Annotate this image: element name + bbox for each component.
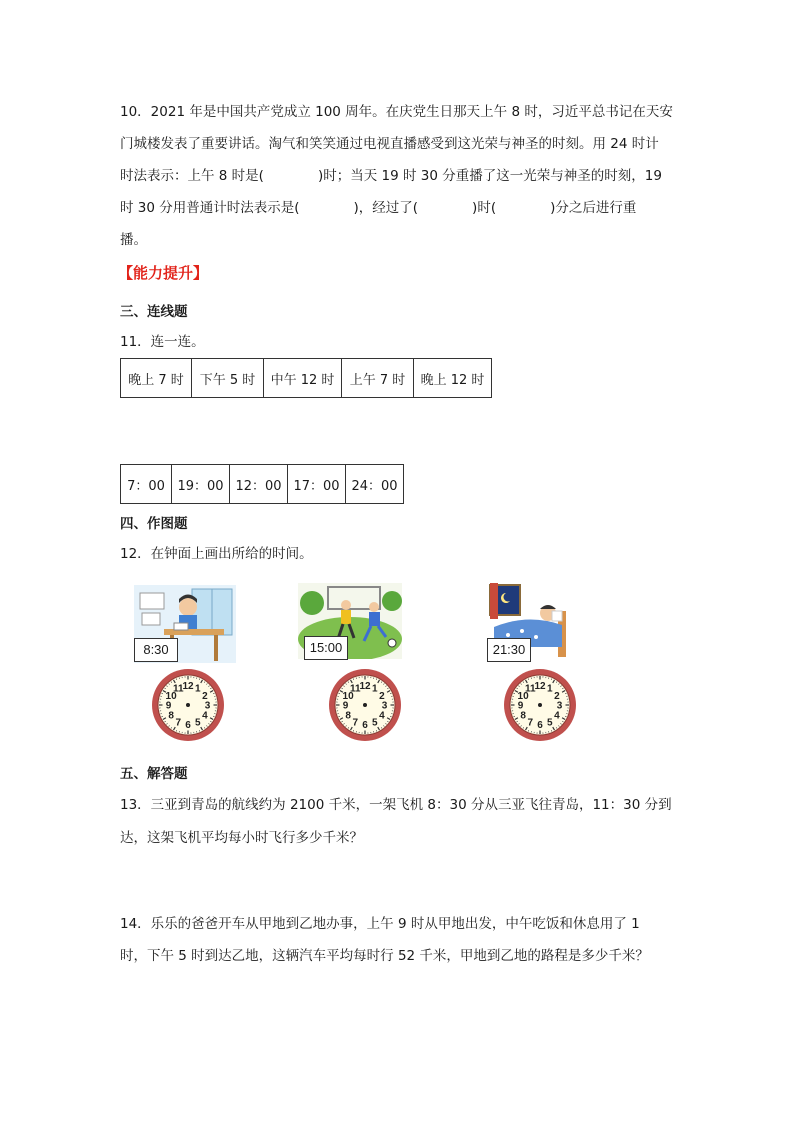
clock-number: 5 [546, 717, 553, 729]
q13-line-1: 13．三亚到青岛的航线约为 2100 千米，一架飞机 8：30 分从三亚飞往青岛，11：30 分到 [120, 797, 672, 813]
clock-number: 9 [517, 700, 524, 712]
clock-number: 4 [379, 710, 385, 722]
match-top-cell[interactable]: 中午 12 时 [264, 359, 342, 398]
q14-line-1: 14．乐乐的爸爸开车从甲地到乙地办事，上午 9 时从甲地出发，中午吃饭和休息用了 1 [120, 916, 640, 932]
match-top-cell[interactable]: 晚上 7 时 [121, 359, 192, 398]
clock-center [538, 703, 542, 707]
clock-center [363, 703, 367, 707]
clock-number: 7 [352, 717, 359, 729]
clock-number: 8 [168, 710, 174, 722]
match-bottom-cell[interactable]: 12：00 [230, 465, 288, 504]
clock-number: 10 [165, 690, 177, 702]
q12-prompt: 12．在钟面上画出所给的时间。 [120, 546, 313, 562]
clock-number: 9 [165, 700, 172, 712]
clock-number: 6 [185, 720, 191, 731]
clock-number: 5 [371, 717, 378, 729]
clock-face[interactable] [150, 667, 226, 743]
q10-line-5: 播。 [120, 232, 147, 248]
clock-number: 11 [349, 683, 361, 695]
clock-number: 2 [554, 690, 560, 702]
section-4-title: 四、作图题 [120, 516, 188, 532]
q10-line-2: 门城楼发表了重要讲话。淘气和笑笑通过电视直播感受到这光荣与神圣的时刻。用 24 时计 [120, 136, 659, 152]
clock-number: 11 [172, 683, 184, 695]
clock-number: 7 [175, 717, 182, 729]
time-box: 21:30 [487, 638, 531, 662]
clock-number: 11 [524, 683, 536, 695]
match-top-table [120, 358, 492, 398]
clock-number: 8 [520, 710, 526, 722]
match-bottom-cell[interactable]: 19：00 [172, 465, 230, 504]
clock-number: 6 [362, 720, 368, 731]
section-5-title: 五、解答题 [120, 766, 188, 782]
clock-number: 4 [202, 710, 208, 722]
clock-number: 12 [182, 681, 194, 692]
clock-face[interactable] [502, 667, 578, 743]
match-top-cell[interactable]: 上午 7 时 [342, 359, 414, 398]
clock-number: 7 [527, 717, 534, 729]
q10-line-4: 时 30 分用普通计时法表示是( )，经过了( )时( )分之后进行重 [120, 200, 637, 216]
match-bottom-cell[interactable]: 7：00 [121, 465, 172, 504]
match-bottom-cell[interactable]: 24：00 [346, 465, 404, 504]
clock-number: 2 [202, 690, 208, 702]
clock-number: 1 [371, 683, 378, 695]
match-top-cell[interactable]: 下午 5 时 [192, 359, 264, 398]
clock-number: 2 [379, 690, 385, 702]
clock-number: 10 [342, 690, 354, 702]
clock-number: 3 [381, 700, 388, 712]
ability-heading: 【能力提升】 [118, 264, 209, 282]
q13-line-2: 达，这架飞机平均每小时飞行多少千米？ [120, 830, 363, 846]
time-box: 8:30 [134, 638, 178, 662]
clock-number: 3 [204, 700, 211, 712]
clock-number: 3 [556, 700, 563, 712]
time-box: 15:00 [304, 636, 348, 660]
clock-number: 12 [359, 681, 371, 692]
clock-number: 1 [194, 683, 201, 695]
section-3-title: 三、连线题 [120, 304, 188, 320]
match-bottom-cell[interactable]: 17：00 [288, 465, 346, 504]
match-top-cell[interactable]: 晚上 12 时 [414, 359, 492, 398]
clock-center [186, 703, 190, 707]
clock-number: 10 [517, 690, 529, 702]
q10-line-1: 10．2021 年是中国共产党成立 100 周年。在庆党生日那天上午 8 时，习近平总书记在天安 [120, 104, 673, 120]
clock-number: 4 [554, 710, 560, 722]
q14-line-2: 时，下午 5 时到达乙地，这辆汽车平均每时行 52 千米，甲地到乙地的路程是多少千米？ [120, 948, 649, 964]
clock-face[interactable] [327, 667, 403, 743]
clock-number: 8 [345, 710, 351, 722]
match-bottom-table [120, 464, 404, 504]
clock-number: 6 [537, 720, 543, 731]
clock-number: 5 [194, 717, 201, 729]
clock-number: 12 [534, 681, 546, 692]
clock-number: 9 [342, 700, 349, 712]
q10-line-3: 时法表示：上午 8 时是( )时；当天 19 时 30 分重播了这一光荣与神圣的时刻，19 [120, 168, 662, 184]
q11-prompt: 11．连一连。 [120, 334, 205, 350]
clock-number: 1 [546, 683, 553, 695]
